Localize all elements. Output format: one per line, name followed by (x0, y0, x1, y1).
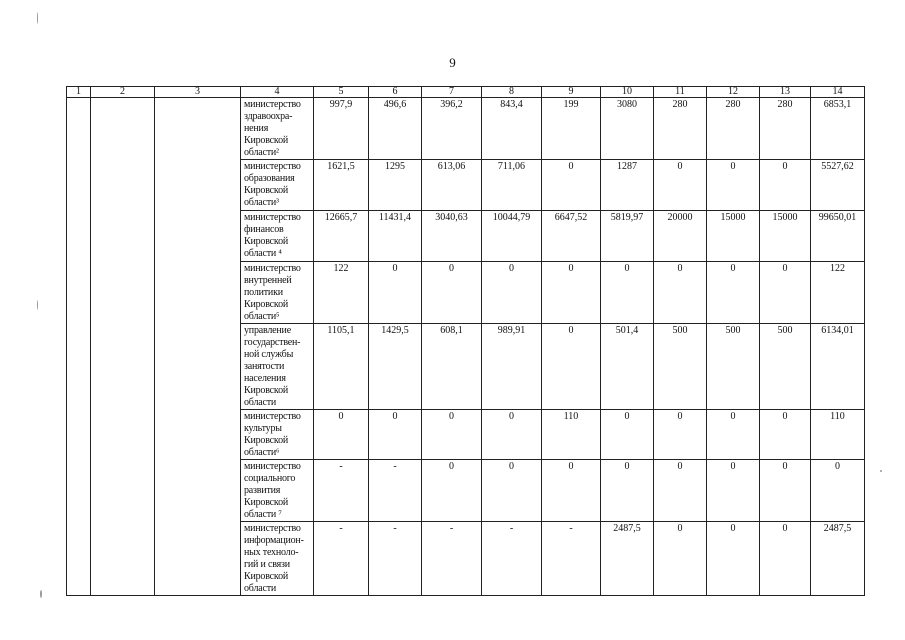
value-cell: 11431,4 (369, 211, 422, 262)
value-cell: 0 (601, 262, 654, 324)
value-cell: 199 (542, 98, 601, 160)
value-cell: 500 (707, 324, 760, 410)
header-row (67, 87, 865, 98)
scan-speck (37, 12, 38, 24)
value-cell: 0 (654, 522, 707, 596)
entity-line: ных техноло- (244, 547, 299, 558)
table-row (67, 98, 865, 160)
entity-line: Кировской (244, 135, 289, 146)
column-header: 11 (654, 87, 707, 98)
entity-cell (241, 262, 314, 324)
entity-line: Кировской (244, 385, 289, 396)
value-cell: 997,9 (314, 98, 369, 160)
value-cell: 280 (707, 98, 760, 160)
value-cell: 0 (760, 460, 811, 522)
column-header: 9 (542, 87, 601, 98)
empty-cell (91, 211, 155, 262)
value-cell: - (369, 522, 422, 596)
column-header: 4 (241, 87, 314, 98)
value-cell: 6647,52 (542, 211, 601, 262)
empty-cell (91, 410, 155, 460)
value-cell: 608,1 (422, 324, 482, 410)
column-header: 12 (707, 87, 760, 98)
value-cell: 280 (760, 98, 811, 160)
entity-cell (241, 324, 314, 410)
entity-line: министерство (244, 461, 301, 472)
table-row (67, 160, 865, 211)
scan-speck (37, 300, 38, 310)
value-cell: 280 (654, 98, 707, 160)
entity-line: области ⁴ (244, 248, 282, 259)
entity-line: финансов (244, 224, 284, 235)
entity-line: информацион- (244, 535, 304, 546)
entity-line: Кировской (244, 299, 289, 310)
entity-line: населения (244, 373, 286, 384)
value-cell: 3040,63 (422, 211, 482, 262)
empty-cell (155, 410, 241, 460)
empty-cell (91, 324, 155, 410)
entity-line: области (244, 397, 277, 408)
value-cell: 711,06 (482, 160, 542, 211)
value-cell: - (422, 522, 482, 596)
value-cell: 0 (654, 160, 707, 211)
entity-line: министерство (244, 161, 301, 172)
value-cell: 110 (542, 410, 601, 460)
column-header: 5 (314, 87, 369, 98)
value-cell: 0 (760, 160, 811, 211)
value-cell: 1295 (369, 160, 422, 211)
value-cell: 122 (811, 262, 865, 324)
value-cell: - (314, 522, 369, 596)
empty-cell (67, 262, 91, 324)
value-cell: 1105,1 (314, 324, 369, 410)
value-cell: 0 (654, 460, 707, 522)
value-cell: 0 (601, 460, 654, 522)
table-row (67, 262, 865, 324)
value-cell: 0 (707, 410, 760, 460)
value-cell: 613,06 (422, 160, 482, 211)
column-header: 10 (601, 87, 654, 98)
empty-cell (67, 324, 91, 410)
value-cell: - (482, 522, 542, 596)
value-cell: 110 (811, 410, 865, 460)
entity-cell (241, 522, 314, 596)
empty-cell (67, 522, 91, 596)
value-cell: 5527,62 (811, 160, 865, 211)
value-cell: 0 (369, 410, 422, 460)
empty-cell (67, 211, 91, 262)
entity-cell (241, 211, 314, 262)
scan-speck (880, 470, 882, 472)
budget-table (66, 86, 865, 596)
empty-cell (155, 160, 241, 211)
entity-line: Кировской (244, 236, 289, 247)
value-cell: 0 (654, 262, 707, 324)
value-cell: 989,91 (482, 324, 542, 410)
entity-line: области⁶ (244, 447, 280, 458)
empty-cell (155, 211, 241, 262)
value-cell: 500 (654, 324, 707, 410)
table-row (67, 522, 865, 596)
value-cell: 20000 (654, 211, 707, 262)
empty-cell (91, 160, 155, 211)
entity-line: области ⁷ (244, 509, 282, 520)
value-cell: 0 (707, 522, 760, 596)
table-row (67, 410, 865, 460)
entity-line: министерство (244, 263, 301, 274)
value-cell: 2487,5 (601, 522, 654, 596)
entity-line: социального (244, 473, 296, 484)
empty-cell (91, 262, 155, 324)
entity-line: политики (244, 287, 283, 298)
empty-cell (91, 98, 155, 160)
column-header: 1 (67, 87, 91, 98)
empty-cell (155, 324, 241, 410)
value-cell: 0 (369, 262, 422, 324)
entity-line: Кировской (244, 185, 289, 196)
value-cell: 0 (542, 262, 601, 324)
value-cell: 0 (760, 262, 811, 324)
empty-cell (155, 262, 241, 324)
entity-line: развития (244, 485, 281, 496)
column-header: 2 (91, 87, 155, 98)
entity-line: Кировской (244, 435, 289, 446)
value-cell: 0 (601, 410, 654, 460)
value-cell: 0 (811, 460, 865, 522)
value-cell: 99650,01 (811, 211, 865, 262)
entity-cell (241, 160, 314, 211)
value-cell: 0 (482, 410, 542, 460)
entity-line: министерство (244, 212, 301, 223)
value-cell: 396,2 (422, 98, 482, 160)
entity-line: здравоохра- (244, 111, 293, 122)
value-cell: 0 (707, 160, 760, 211)
value-cell: 2487,5 (811, 522, 865, 596)
scan-speck (40, 590, 42, 598)
value-cell: 1621,5 (314, 160, 369, 211)
empty-cell (67, 410, 91, 460)
entity-line: министерство (244, 411, 301, 422)
column-header: 13 (760, 87, 811, 98)
value-cell: 0 (482, 460, 542, 522)
value-cell: 5819,97 (601, 211, 654, 262)
value-cell: 0 (707, 460, 760, 522)
entity-line: занятости (244, 361, 285, 372)
value-cell: - (542, 522, 601, 596)
entity-line: внутренней (244, 275, 292, 286)
value-cell: 0 (482, 262, 542, 324)
table-row (67, 211, 865, 262)
entity-line: ной службы (244, 349, 294, 360)
entity-line: культуры (244, 423, 282, 434)
empty-cell (155, 460, 241, 522)
value-cell: 3080 (601, 98, 654, 160)
value-cell: - (314, 460, 369, 522)
entity-line: Кировской (244, 497, 289, 508)
entity-cell (241, 98, 314, 160)
column-header: 6 (369, 87, 422, 98)
value-cell: 0 (422, 262, 482, 324)
empty-cell (67, 160, 91, 211)
value-cell: 10044,79 (482, 211, 542, 262)
value-cell: 0 (760, 522, 811, 596)
value-cell: 15000 (760, 211, 811, 262)
value-cell: 122 (314, 262, 369, 324)
value-cell: 0 (542, 324, 601, 410)
value-cell: 0 (542, 460, 601, 522)
value-cell: 12665,7 (314, 211, 369, 262)
value-cell: 496,6 (369, 98, 422, 160)
value-cell: 0 (707, 262, 760, 324)
entity-line: области (244, 583, 277, 594)
value-cell: 6134,01 (811, 324, 865, 410)
value-cell: 0 (542, 160, 601, 211)
table-row (67, 460, 865, 522)
empty-cell (91, 460, 155, 522)
value-cell: 0 (422, 460, 482, 522)
value-cell: - (369, 460, 422, 522)
table-row (67, 324, 865, 410)
value-cell: 0 (314, 410, 369, 460)
value-cell: 501,4 (601, 324, 654, 410)
entity-line: министерство (244, 99, 301, 110)
column-header: 14 (811, 87, 865, 98)
page-number: 9 (449, 55, 456, 70)
entity-cell (241, 410, 314, 460)
entity-line: управление (244, 325, 291, 336)
value-cell: 843,4 (482, 98, 542, 160)
column-header: 3 (155, 87, 241, 98)
empty-cell (67, 98, 91, 160)
empty-cell (91, 522, 155, 596)
value-cell: 6853,1 (811, 98, 865, 160)
entity-line: области⁵ (244, 311, 280, 322)
entity-line: гий и связи (244, 559, 290, 570)
value-cell: 0 (654, 410, 707, 460)
empty-cell (67, 460, 91, 522)
value-cell: 1429,5 (369, 324, 422, 410)
empty-cell (155, 522, 241, 596)
column-header: 7 (422, 87, 482, 98)
empty-cell (155, 98, 241, 160)
entity-line: области³ (244, 197, 279, 208)
entity-cell (241, 460, 314, 522)
entity-line: образования (244, 173, 295, 184)
entity-line: государствен- (244, 337, 301, 348)
value-cell: 1287 (601, 160, 654, 211)
value-cell: 500 (760, 324, 811, 410)
value-cell: 0 (760, 410, 811, 460)
entity-line: министерство (244, 523, 301, 534)
value-cell: 15000 (707, 211, 760, 262)
entity-line: Кировской (244, 571, 289, 582)
entity-line: области² (244, 147, 279, 158)
column-header: 8 (482, 87, 542, 98)
entity-line: нения (244, 123, 269, 134)
value-cell: 0 (422, 410, 482, 460)
